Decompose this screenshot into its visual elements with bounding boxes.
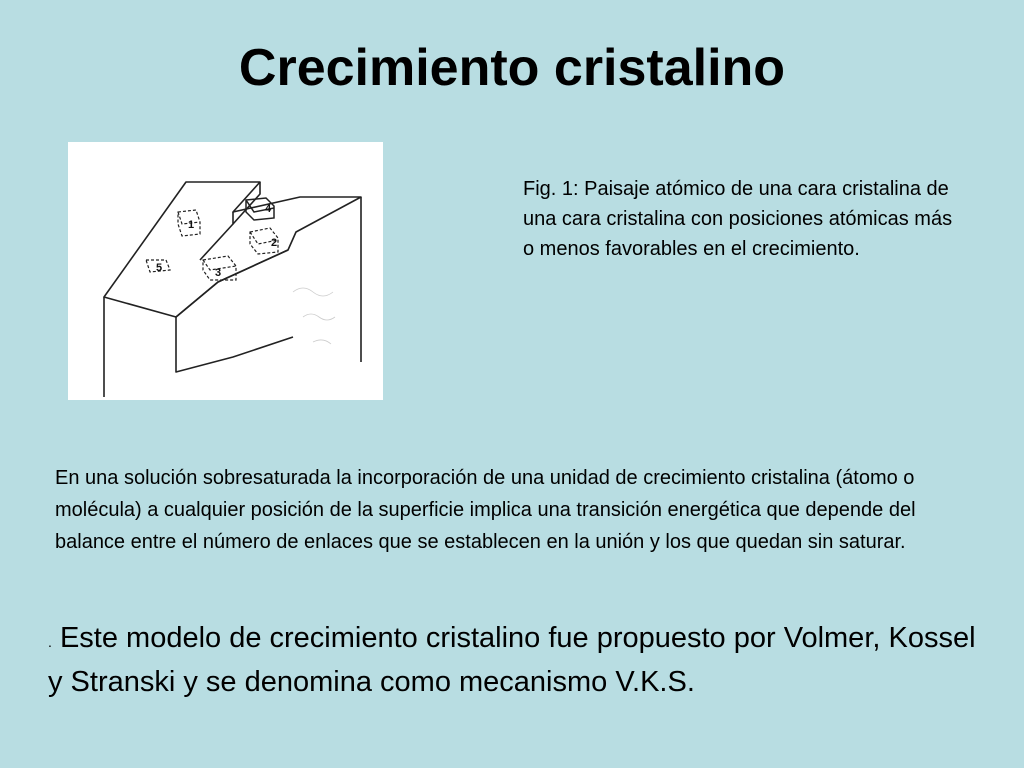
closing-text: Este modelo de crecimiento cristalino fue propuesto por Volmer, Kossel y Stranski y se denomina como mecanismo V.K.S. xyxy=(48,622,976,698)
site-label-4: 4 xyxy=(265,203,272,215)
site-label-5: 5 xyxy=(156,262,163,274)
site-label-2: 2 xyxy=(271,237,278,249)
site-label-3: 3 xyxy=(215,267,222,279)
bullet-dot: . xyxy=(48,634,52,650)
figure-caption: Fig. 1: Paisaje atómico de una cara cristalina de una cara cristalina con posiciones atómicas más o menos favorables en el crecimiento. xyxy=(523,178,953,260)
slide-title: Crecimiento cristalino xyxy=(238,39,786,97)
closing-statement xyxy=(48,618,998,702)
body-paragraph: En una solución sobresaturada la incorporación de una unidad de crecimiento cristalina (átomo o molécula) a cualquier posición de la superficie implica una transición energética que depende del balance entre el número de enlaces que se establecen en la unión y los que quedan sin saturar. xyxy=(55,467,916,553)
site-label-1: 1 xyxy=(188,219,195,231)
crystal-surface-figure xyxy=(68,142,383,400)
crystal-surface-drawing xyxy=(68,142,383,400)
